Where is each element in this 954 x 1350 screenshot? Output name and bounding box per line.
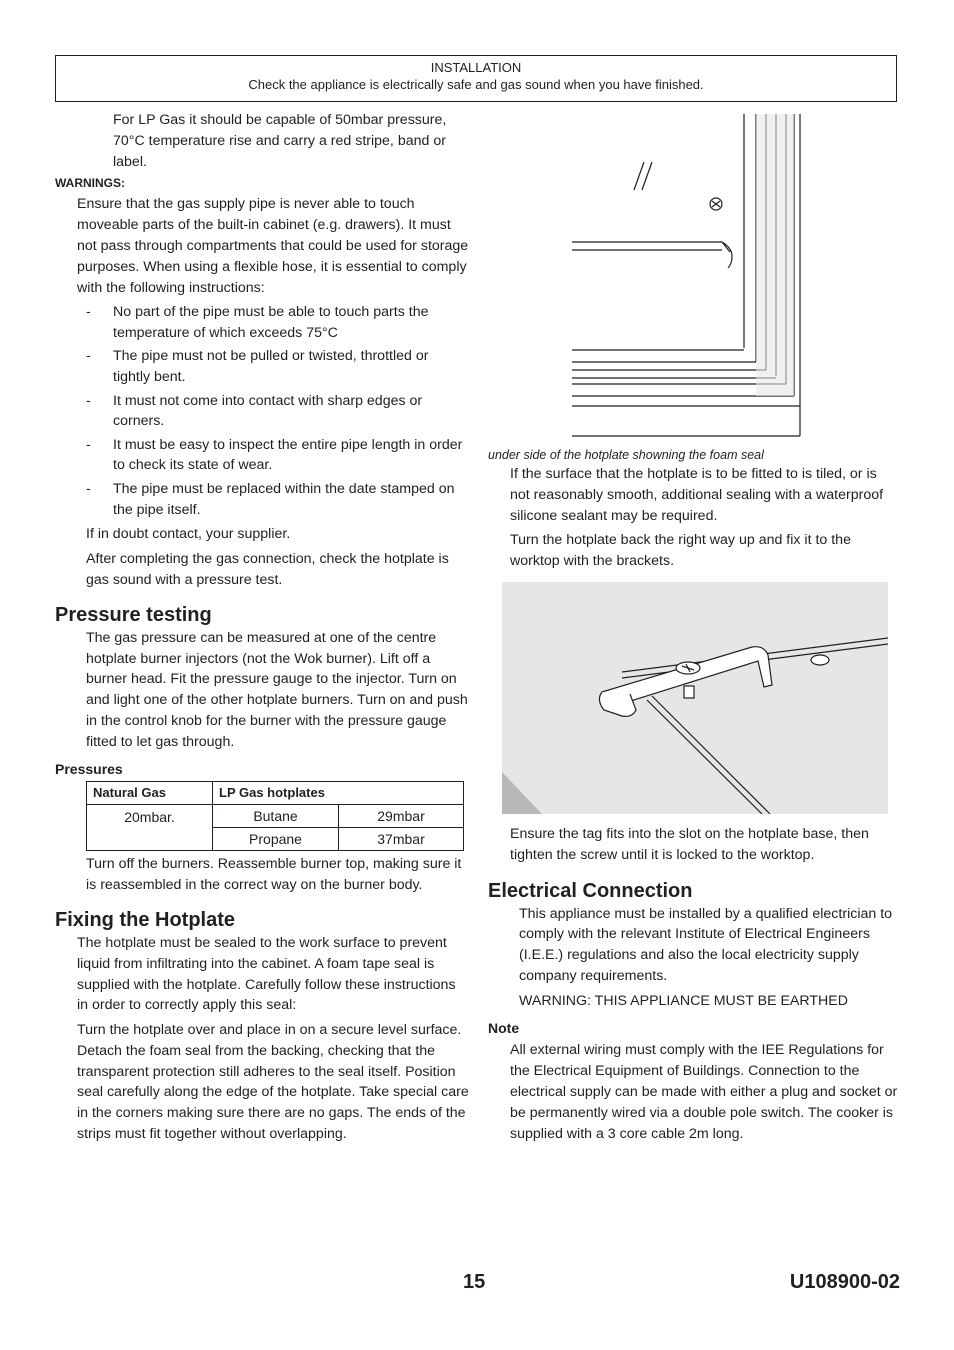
tag-paragraph: Ensure the tag fits into the slot on the hotplate base, then tighten the screw until it is locked to the worktop.	[510, 826, 869, 863]
warnings-intro: Ensure that the gas supply pipe is never able to touch moveable parts of the built-in cabinet (e.g. drawers). It must not pass through compartments that could be used for storage purposes. When using a flexible hose, it is essential to comply with the following instructions:	[77, 196, 469, 296]
natural-gas-pressure: 20mbar.	[87, 805, 213, 851]
after-connection-paragraph: After completing the gas connection, check the hotplate is gas sound with a pressure test.	[86, 551, 449, 588]
butane-pressure: 29mbar	[339, 805, 464, 828]
electrical-connection-heading: Electrical Connection	[488, 879, 693, 902]
header-box	[55, 55, 897, 102]
pipe-requirements-list	[55, 302, 469, 520]
header-subtitle: Check the appliance is electrically safe and gas sound when you have finished.	[248, 76, 704, 92]
list-item: - It must be easy to inspect the entire pipe length in order to check its state of wear.	[86, 436, 463, 474]
note-label: Note	[488, 1019, 520, 1036]
pressures-label: Pressures	[55, 760, 123, 777]
header-title: INSTALLATION	[430, 60, 522, 75]
fixing-hotplate-heading: Fixing the Hotplate	[55, 908, 235, 931]
warnings-label: WARNINGS:	[55, 176, 125, 191]
lp-gas-paragraph: For LP Gas it should be capable of 50mbar pressure, 70°C temperature rise and carry a red stripe, band or label.	[113, 112, 447, 170]
table-header-lp-gas: LP Gas hotplates	[213, 782, 464, 805]
tiled-surface-paragraph: If the surface that the hotplate is to be fitted to is tiled, or is not reasonably smooth, additional sealing with a waterproof silicone sealant may be required.	[510, 466, 884, 524]
propane-label: Propane	[213, 828, 339, 851]
list-item: - No part of the pipe must be able to touch parts the temperature of which exceeds 75°C	[86, 304, 429, 342]
table-header-natural-gas: Natural Gas	[87, 782, 213, 805]
electrical-paragraph: This appliance must be installed by a qualified electrician to comply with the relevant Institute of Electrical Engineers (I.E.E.) regulations and also the local electricity supply company requirements.	[519, 905, 893, 984]
bracket-illustration	[502, 582, 888, 814]
left-column	[55, 110, 469, 1149]
note-paragraph: All external wiring must comply with the IEE Regulations for the Electrical Equipment of Buildings. Connection to the electrical supply can be made with either a plug and socket or be permanently wired via a double pole switch. The cooker is supplied with a 3 core cable 2m long.	[510, 1042, 898, 1142]
propane-pressure: 37mbar	[339, 828, 464, 851]
turn-back-paragraph: Turn the hotplate back the right way up and fix it to the worktop with the brackets.	[510, 532, 851, 570]
list-item: - It must not come into contact with sharp edges or corners.	[86, 392, 423, 430]
document-code: U108900-02	[789, 1271, 900, 1293]
right-column-upper	[510, 464, 900, 576]
page-number: 15	[463, 1271, 486, 1293]
turn-off-paragraph: Turn off the burners. Reassemble burner top, making sure it is reassembled in the correct way on the burner body.	[86, 856, 462, 894]
earth-warning: WARNING: THIS APPLIANCE MUST BE EARTHED	[519, 992, 849, 1009]
butane-label: Butane	[213, 805, 339, 828]
fixing-paragraph-2: Turn the hotplate over and place in on a secure level surface. Detach the foam seal from the backing, checking that the transparent protection still adheres to the seal itself. Position seal carefully along the edge of the hotplate. Take special care in the corners making sure there are no gaps. The ends of the strips must fit together without overlapping.	[77, 1022, 469, 1143]
list-item: - The pipe must not be pulled or twisted, throttled or tightly bent.	[86, 348, 429, 386]
hotplate-underside-illustration	[572, 114, 804, 438]
pressure-testing-paragraph: The gas pressure can be measured at one of the centre hotplate burner injectors (not the Wok burner). Lift off a burner head. Fit the pressure gauge to the injector. Turn on and light one of the other hotplate burners. Turn on and push in the control knob for the burner with the pressure gauge fitted to let gas through.	[86, 629, 468, 750]
right-column-lower	[488, 824, 900, 1148]
pressure-testing-heading: Pressure testing	[55, 603, 212, 626]
list-item: - The pipe must be replaced within the date stamped on the pipe itself.	[86, 480, 455, 518]
pressures-table	[86, 781, 464, 851]
fixing-paragraph-1: The hotplate must be sealed to the work surface to prevent liquid from infiltrating into the cabinet. A foam tape seal is supplied with the hotplate. Carefully follow these instructions in order to correctly apply this seal:	[77, 934, 456, 1014]
illustration-caption: under side of the hotplate showning the foam seal	[488, 448, 764, 462]
doubt-paragraph: If in doubt contact, your supplier.	[86, 526, 291, 543]
